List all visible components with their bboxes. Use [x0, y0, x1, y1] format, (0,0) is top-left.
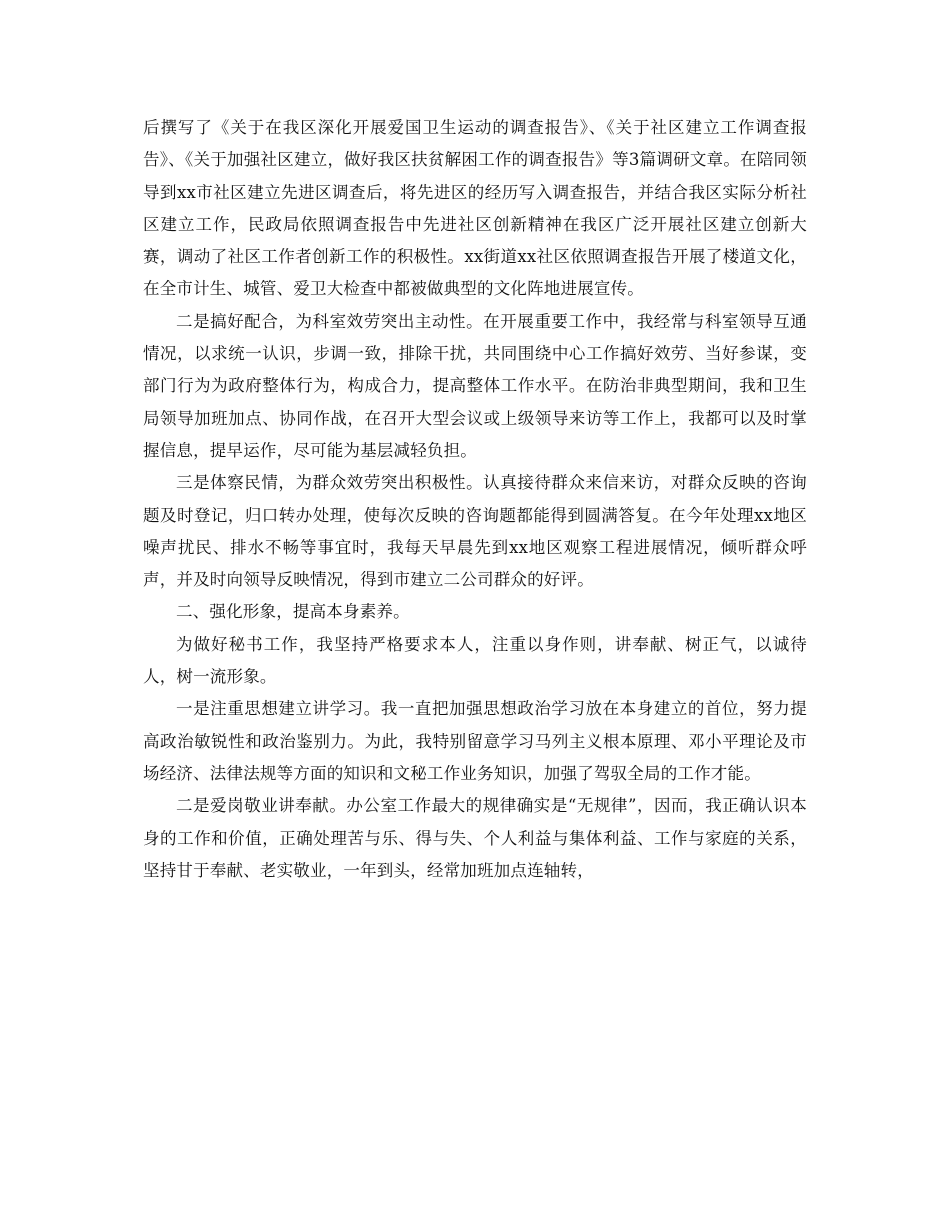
paragraph-intro: 为做好秘书工作，我坚持严格要求本人，注重以身作则，讲奉献、树正气，以诚待人，树一流形象。 [143, 634, 807, 687]
paragraph-cooperation: 二是搞好配合，为科室效劳突出主动性。在开展重要工作中，我经常与科室领导互通情况，以求统一认识，步调一致，排除干扰，共同围绕中心工作搞好效劳、当好参谋，变部门行为为政府整体行为，构成合力，提高整体工作水平。在防治非典型期间，我和卫生局领导加班加点、协同作战，在召开大型会议或上级领导来访等工作上，我都可以及时掌握信息，提早运作，尽可能为基层减轻负担。 [143, 311, 807, 460]
paragraph-study: 一是注重思想建立讲学习。我一直把加强思想政治学习放在本身建立的首位，努力提高政治敏锐性和政治鉴别力。为此，我特别留意学习马列主义根本原理、邓小平理论及市场经济、法律法规等方面的知识和文秘工作业务知识，加强了驾驭全局的工作才能。 [143, 699, 807, 783]
paragraph-dedication: 二是爱岗敬业讲奉献。办公室工作最大的规律确实是“无规律”，因而，我正确认识本身的工作和价值，正确处理苦与乐、得与失、个人利益与集体利益、工作与家庭的关系，坚持甘于奉献、老实敬业，一年到头，经常加班加点连轴转， [143, 796, 807, 880]
paragraph-public-service: 三是体察民情，为群众效劳突出积极性。认真接待群众来信来访，对群众反映的咨询题及时登记，归口转办处理，使每次反映的咨询题都能得到圆满答复。在今年处理xx地区噪声扰民、排水不畅等事宜时，我每天早晨先到xx地区观察工程进展情况，倾听群众呼声，并及时向领导反映情况，得到市建立二公司群众的好评。 [143, 473, 807, 590]
section-heading: 二、强化形象，提高本身素养。 [176, 602, 410, 622]
document-body [143, 112, 807, 887]
paragraph-continuation: 后撰写了《关于在我区深化开展爱国卫生运动的调查报告》、《关于社区建立工作调查报告》、《关于加强社区建立，做好我区扶贫解困工作的调查报告》等3篇调研文章。在陪同领导到xx市社区建立先进区调查后，将先进区的经历写入调查报告，并结合我区实际分析社区建立工作，民政局依照调查报告中先进社区创新精神在我区广泛开展社区建立创新大赛，调动了社区工作者创新工作的积极性。xx街道xx社区依照调查报告开展了楼道文化，在全市计生、城管、爱卫大检查中都被做典型的文化阵地进展宣传。 [143, 118, 807, 299]
